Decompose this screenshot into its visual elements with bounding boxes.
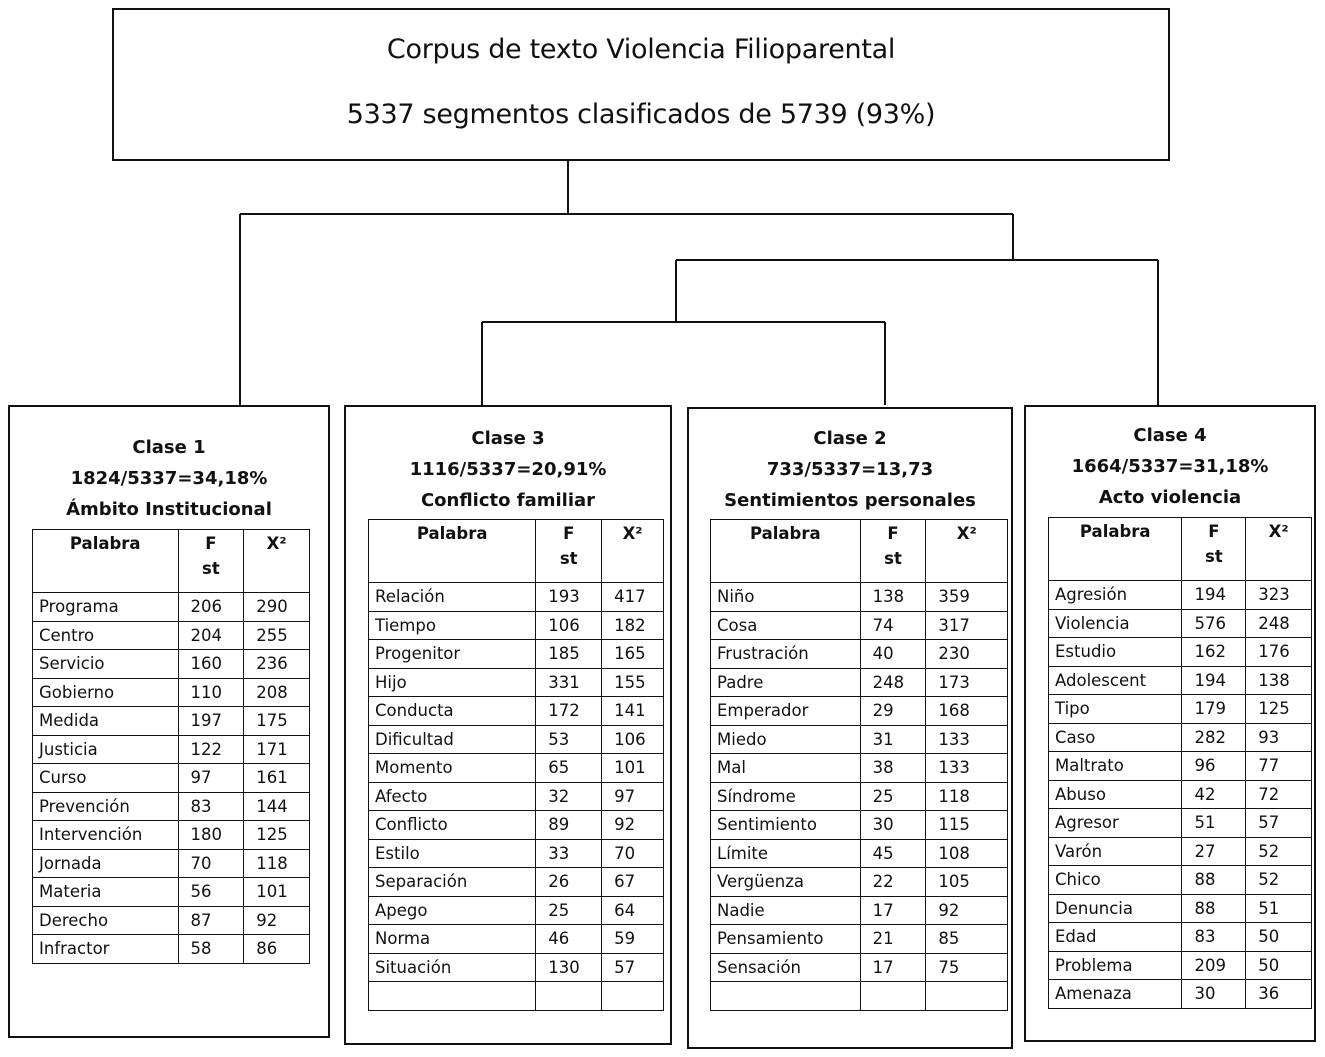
freq-cell: 172 [536,697,602,726]
freq-cell: 106 [536,611,602,640]
freq-cell: 21 [860,925,926,954]
word-cell: Programa [33,593,179,622]
table-row [1049,695,1312,724]
word-cell: Norma [369,925,536,954]
chi2-cell: 125 [244,821,310,850]
chi2-cell: 133 [926,725,1008,754]
chi2-cell: 86 [244,935,310,964]
header-freq-sub: st [559,549,578,568]
chi2-cell: 64 [602,896,664,925]
table-header-row [369,520,664,583]
chi2-cell: 118 [244,849,310,878]
class-name: Clase 3 [471,428,545,449]
table-row [711,782,1008,811]
class-box-clase-3 [344,405,672,1045]
freq-cell [536,982,602,1011]
header-freq-label: F [563,524,575,543]
header-freq-label: F [887,524,899,543]
chi2-cell: 57 [1246,809,1312,838]
header-palabra: Palabra [369,520,536,583]
header-palabra: Palabra [711,520,861,583]
freq-cell: 17 [860,896,926,925]
chi2-cell: 138 [1246,666,1312,695]
class-ratio: 1824/5337=34,18% [70,468,268,489]
table-row [1049,638,1312,667]
class-label: Acto violencia [1098,487,1242,508]
table-row [33,707,310,736]
chi2-cell: 101 [602,754,664,783]
freq-cell: 197 [178,707,244,736]
corpus-subtitle: 5337 segmentos clasificados de 5739 (93%) [346,99,936,130]
word-cell: Servicio [33,650,179,679]
word-cell: Jornada [33,849,179,878]
header-freq [536,520,602,583]
word-cell: Situación [369,953,536,982]
table-row [711,868,1008,897]
word-cell: Pensamiento [711,925,861,954]
word-cell: Materia [33,878,179,907]
chi2-cell: 115 [926,811,1008,840]
chi2-cell: 85 [926,925,1008,954]
freq-cell: 282 [1182,723,1246,752]
freq-cell: 576 [1182,609,1246,638]
word-cell [711,982,861,1011]
word-cell: Mal [711,754,861,783]
table-row [1049,837,1312,866]
freq-cell: 25 [860,782,926,811]
class-box-clase-2 [687,407,1013,1049]
freq-cell: 58 [178,935,244,964]
table-row [33,935,310,964]
chi2-cell: 317 [926,611,1008,640]
header-palabra: Palabra [33,530,179,593]
freq-cell: 87 [178,906,244,935]
chi2-cell: 50 [1246,951,1312,980]
class-name: Clase 4 [1133,425,1207,446]
chi2-cell: 248 [1246,609,1312,638]
chi2-cell: 118 [926,782,1008,811]
table-row [711,668,1008,697]
word-cell: Prevención [33,792,179,821]
freq-cell: 30 [860,811,926,840]
chi2-cell: 141 [602,697,664,726]
freq-cell: 185 [536,640,602,669]
chi2-cell: 168 [926,697,1008,726]
word-cell: Sentimiento [711,811,861,840]
freq-cell: 51 [1182,809,1246,838]
chi2-cell: 133 [926,754,1008,783]
word-cell: Niño [711,583,861,612]
table-row [1049,666,1312,695]
word-cell: Denuncia [1049,894,1182,923]
table-row [1049,951,1312,980]
chi2-cell: 155 [602,668,664,697]
freq-cell: 130 [536,953,602,982]
table-row [369,839,664,868]
table-row [369,953,664,982]
header-freq-label: F [205,534,217,553]
word-table [368,519,664,1011]
table-row [369,725,664,754]
table-row [33,621,310,650]
table-row [711,754,1008,783]
word-cell: Relación [369,583,536,612]
corpus-title: Corpus de texto Violencia Filioparental [386,34,896,65]
freq-cell: 74 [860,611,926,640]
freq-cell: 248 [860,668,926,697]
word-cell: Apego [369,896,536,925]
table-header-row [1049,518,1312,581]
word-cell: Afecto [369,782,536,811]
chi2-cell: 50 [1246,923,1312,952]
freq-cell [860,982,926,1011]
freq-cell: 88 [1182,866,1246,895]
table-row [1049,809,1312,838]
chi2-cell: 255 [244,621,310,650]
chi2-cell: 144 [244,792,310,821]
word-cell: Estilo [369,839,536,868]
class-ratio: 1664/5337=31,18% [1071,456,1269,477]
table-row [711,640,1008,669]
chi2-cell: 52 [1246,866,1312,895]
table-row [1049,894,1312,923]
chi2-cell: 230 [926,640,1008,669]
class-box-clase-4 [1024,405,1316,1042]
chi2-cell: 175 [244,707,310,736]
table-row [33,593,310,622]
class-name: Clase 2 [813,428,887,449]
word-table [710,519,1008,1011]
table-row [33,792,310,821]
word-cell: Varón [1049,837,1182,866]
freq-cell: 110 [178,678,244,707]
word-cell: Amenaza [1049,980,1182,1009]
freq-cell: 32 [536,782,602,811]
header-freq-sub: st [202,559,220,578]
table-row [369,754,664,783]
chi2-cell: 77 [1246,752,1312,781]
table-row [1049,723,1312,752]
header-chi2: X² [244,530,310,593]
freq-cell: 194 [1182,666,1246,695]
freq-cell: 209 [1182,951,1246,980]
word-cell: Sensación [711,953,861,982]
word-cell: Miedo [711,725,861,754]
word-cell: Caso [1049,723,1182,752]
freq-cell: 38 [860,754,926,783]
chi2-cell: 290 [244,593,310,622]
freq-cell: 65 [536,754,602,783]
freq-cell: 17 [860,953,926,982]
chi2-cell: 59 [602,925,664,954]
word-cell: Separación [369,868,536,897]
table-header-row [711,520,1008,583]
chi2-cell: 125 [1246,695,1312,724]
word-cell: Derecho [33,906,179,935]
header-chi2: X² [1246,518,1312,581]
table-row [1049,609,1312,638]
table-row [711,725,1008,754]
class-label: Conflicto familiar [420,490,596,511]
word-cell: Cosa [711,611,861,640]
table-row [1049,780,1312,809]
chi2-cell: 323 [1246,581,1312,610]
chi2-cell: 93 [1246,723,1312,752]
freq-cell: 89 [536,811,602,840]
word-cell: Tiempo [369,611,536,640]
table-row [33,735,310,764]
word-cell: Intervención [33,821,179,850]
header-freq [178,530,244,593]
table-row [1049,581,1312,610]
word-cell: Gobierno [33,678,179,707]
word-table [1048,517,1312,1009]
chi2-cell: 176 [1246,638,1312,667]
chi2-cell: 161 [244,764,310,793]
chi2-cell: 70 [602,839,664,868]
word-cell: Abuso [1049,780,1182,809]
header-chi2: X² [602,520,664,583]
word-cell: Medida [33,707,179,736]
chi2-cell [602,982,664,1011]
class-ratio: 733/5337=13,73 [766,459,934,480]
word-cell: Emperador [711,697,861,726]
table-row [711,925,1008,954]
freq-cell: 88 [1182,894,1246,923]
freq-cell: 25 [536,896,602,925]
chi2-cell: 208 [244,678,310,707]
table-row [369,668,664,697]
word-cell: Padre [711,668,861,697]
freq-cell: 193 [536,583,602,612]
word-cell: Síndrome [711,782,861,811]
table-row [369,811,664,840]
freq-cell: 162 [1182,638,1246,667]
table-row [369,697,664,726]
class-box-clase-1 [8,405,330,1038]
table-row [369,611,664,640]
table-row [33,650,310,679]
table-row [711,611,1008,640]
chi2-cell: 106 [602,725,664,754]
word-cell: Justicia [33,735,179,764]
header-freq-sub: st [1205,547,1223,566]
header-palabra: Palabra [1049,518,1182,581]
table-row [369,583,664,612]
freq-cell: 96 [1182,752,1246,781]
freq-cell: 40 [860,640,926,669]
word-cell [369,982,536,1011]
table-row [33,678,310,707]
word-table [32,529,310,964]
freq-cell: 138 [860,583,926,612]
chi2-cell: 359 [926,583,1008,612]
freq-cell: 331 [536,668,602,697]
table-row [711,839,1008,868]
chi2-cell: 417 [602,583,664,612]
freq-cell: 42 [1182,780,1246,809]
chi2-cell: 92 [602,811,664,840]
freq-cell: 53 [536,725,602,754]
freq-cell: 97 [178,764,244,793]
freq-cell: 204 [178,621,244,650]
freq-cell: 29 [860,697,926,726]
chi2-cell [926,982,1008,1011]
chi2-cell: 52 [1246,837,1312,866]
freq-cell: 179 [1182,695,1246,724]
chi2-cell: 105 [926,868,1008,897]
freq-cell: 45 [860,839,926,868]
word-cell: Vergüenza [711,868,861,897]
table-row [1049,980,1312,1009]
freq-cell: 194 [1182,581,1246,610]
word-cell: Hijo [369,668,536,697]
table-row [33,764,310,793]
table-row [711,811,1008,840]
word-cell: Progenitor [369,640,536,669]
chi2-cell: 165 [602,640,664,669]
chi2-cell: 72 [1246,780,1312,809]
word-cell: Centro [33,621,179,650]
table-row [1049,923,1312,952]
chi2-cell: 108 [926,839,1008,868]
header-chi2: X² [926,520,1008,583]
class-name: Clase 1 [132,437,206,458]
freq-cell: 46 [536,925,602,954]
table-row [33,849,310,878]
word-cell: Límite [711,839,861,868]
word-cell: Edad [1049,923,1182,952]
table-header-row [33,530,310,593]
table-row [33,878,310,907]
chi2-cell: 57 [602,953,664,982]
word-cell: Nadie [711,896,861,925]
chi2-cell: 171 [244,735,310,764]
word-cell: Agresión [1049,581,1182,610]
word-cell: Conflicto [369,811,536,840]
chi2-cell: 101 [244,878,310,907]
table-row [711,583,1008,612]
word-cell: Momento [369,754,536,783]
word-cell: Maltrato [1049,752,1182,781]
word-cell: Agresor [1049,809,1182,838]
freq-cell: 27 [1182,837,1246,866]
table-row [369,868,664,897]
table-row [711,697,1008,726]
word-cell: Adolescent [1049,666,1182,695]
table-row [1049,866,1312,895]
word-cell: Frustración [711,640,861,669]
class-label: Ámbito Institucional [66,499,272,520]
chi2-cell: 51 [1246,894,1312,923]
header-freq-label: F [1208,522,1220,541]
word-cell: Conducta [369,697,536,726]
table-row [33,821,310,850]
table-row [369,982,664,1011]
word-cell: Estudio [1049,638,1182,667]
table-row [369,782,664,811]
freq-cell: 83 [1182,923,1246,952]
table-row [369,896,664,925]
freq-cell: 83 [178,792,244,821]
class-ratio: 1116/5337=20,91% [409,459,607,480]
table-row [711,982,1008,1011]
chi2-cell: 75 [926,953,1008,982]
chi2-cell: 236 [244,650,310,679]
freq-cell: 33 [536,839,602,868]
freq-cell: 206 [178,593,244,622]
header-freq-sub: st [884,549,902,568]
freq-cell: 70 [178,849,244,878]
word-cell: Dificultad [369,725,536,754]
word-cell: Chico [1049,866,1182,895]
freq-cell: 30 [1182,980,1246,1009]
chi2-cell: 97 [602,782,664,811]
word-cell: Curso [33,764,179,793]
word-cell: Violencia [1049,609,1182,638]
freq-cell: 26 [536,868,602,897]
freq-cell: 180 [178,821,244,850]
word-cell: Tipo [1049,695,1182,724]
table-row [1049,752,1312,781]
freq-cell: 160 [178,650,244,679]
freq-cell: 122 [178,735,244,764]
chi2-cell: 36 [1246,980,1312,1009]
table-row [33,906,310,935]
table-row [711,896,1008,925]
header-freq [860,520,926,583]
word-cell: Infractor [33,935,179,964]
chi2-cell: 67 [602,868,664,897]
table-row [369,925,664,954]
chi2-cell: 92 [926,896,1008,925]
class-label: Sentimientos personales [724,490,976,511]
freq-cell: 56 [178,878,244,907]
header-freq [1182,518,1246,581]
word-cell: Problema [1049,951,1182,980]
freq-cell: 31 [860,725,926,754]
freq-cell: 22 [860,868,926,897]
chi2-cell: 173 [926,668,1008,697]
chi2-cell: 92 [244,906,310,935]
table-row [369,640,664,669]
table-row [711,953,1008,982]
chi2-cell: 182 [602,611,664,640]
